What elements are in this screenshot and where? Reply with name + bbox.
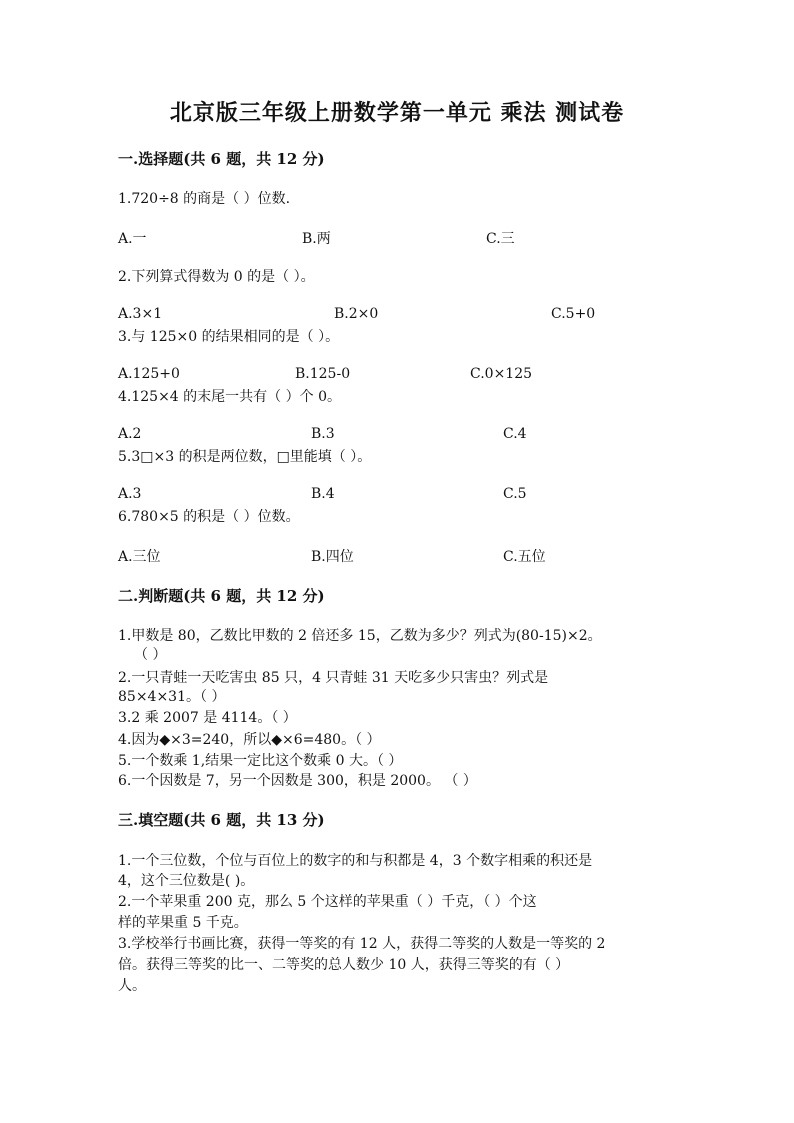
section-heading-choice: 一.选择题(共 6 题，共 12 分) [118,150,325,168]
option-c: C.5+0 [551,306,596,322]
question-line: 6.一个因数是 7，另一个因数是 300，积是 2000。 （ ） [118,773,477,789]
question-stem: 4.125×4 的末尾一共有（ ）个 0。 [118,389,341,405]
answer-blank: （ ） [134,647,167,663]
option-b: B.3 [311,426,335,442]
question-stem: 6.780×5 的积是（ ）位数。 [118,509,300,525]
option-b: B.125-0 [295,366,351,382]
option-c: C.5 [503,486,527,502]
page-title: 北京版三年级上册数学第一单元 乘法 测试卷 [169,100,625,126]
question-stem: 1.720÷8 的商是（ ）位数. [118,191,291,207]
option-c: C.五位 [503,549,546,565]
question-line: 1.一个三位数，个位与百位上的数字的和与积都是 4，3 个数字相乘的积还是 [118,853,593,869]
question-line: 4.因为◆×3=240，所以◆×6=480。（ ） [118,732,381,748]
question-line: 人。 [118,978,146,994]
option-b: B.两 [302,231,331,247]
option-b: B.4 [311,486,335,502]
option-a: A.125+0 [118,366,180,382]
question-line: 5.一个数乘 1,结果一定比这个数乘 0 大。（ ） [118,753,403,769]
option-c: C.4 [503,426,527,442]
option-a: A.三位 [118,549,161,565]
question-stem: 3.与 125×0 的结果相同的是（ ）。 [118,329,340,345]
question-line: 1.甲数是 80，乙数比甲数的 2 倍还多 15，乙数为多少？列式为(80-15)×2。 [118,628,602,644]
question-line: 3.学校举行书画比赛，获得一等奖的有 12 人，获得二等奖的人数是一等奖的 2 [118,936,606,952]
question-line: 3.2 乘 2007 是 4114。（ ） [118,710,297,726]
question-line: 样的苹果重 5 千克。 [118,915,248,931]
question-line: 倍。获得三等奖的比一、二等奖的总人数少 10 人，获得三等奖的有（ ） [118,957,570,973]
option-c: C.0×125 [470,366,533,382]
option-c: C.三 [486,231,515,247]
question-line: 85×4×31。（ ） [118,689,226,705]
option-b: B.2×0 [334,306,379,322]
option-a: A.3 [118,486,142,502]
option-a: A.一 [118,231,147,247]
question-line: 2.一个苹果重 200 克，那么 5 个这样的苹果重（ ）千克，（ ）个这 [118,894,537,910]
option-a: A.3×1 [118,306,163,322]
option-a: A.2 [118,426,142,442]
option-b: B.四位 [311,549,354,565]
question-line: 4，这个三位数是( )。 [118,873,255,889]
question-stem: 5.3□×3 的积是两位数，□里能填（ ）。 [118,449,372,465]
section-heading-fill: 三.填空题(共 6 题，共 13 分) [118,811,325,829]
question-line: 2.一只青蛙一天吃害虫 85 只，4 只青蛙 31 天吃多少只害虫？列式是 [118,670,549,686]
section-heading-judge: 二.判断题(共 6 题，共 12 分) [118,587,325,605]
question-stem: 2.下列算式得数为 0 的是（ ）。 [118,269,315,285]
